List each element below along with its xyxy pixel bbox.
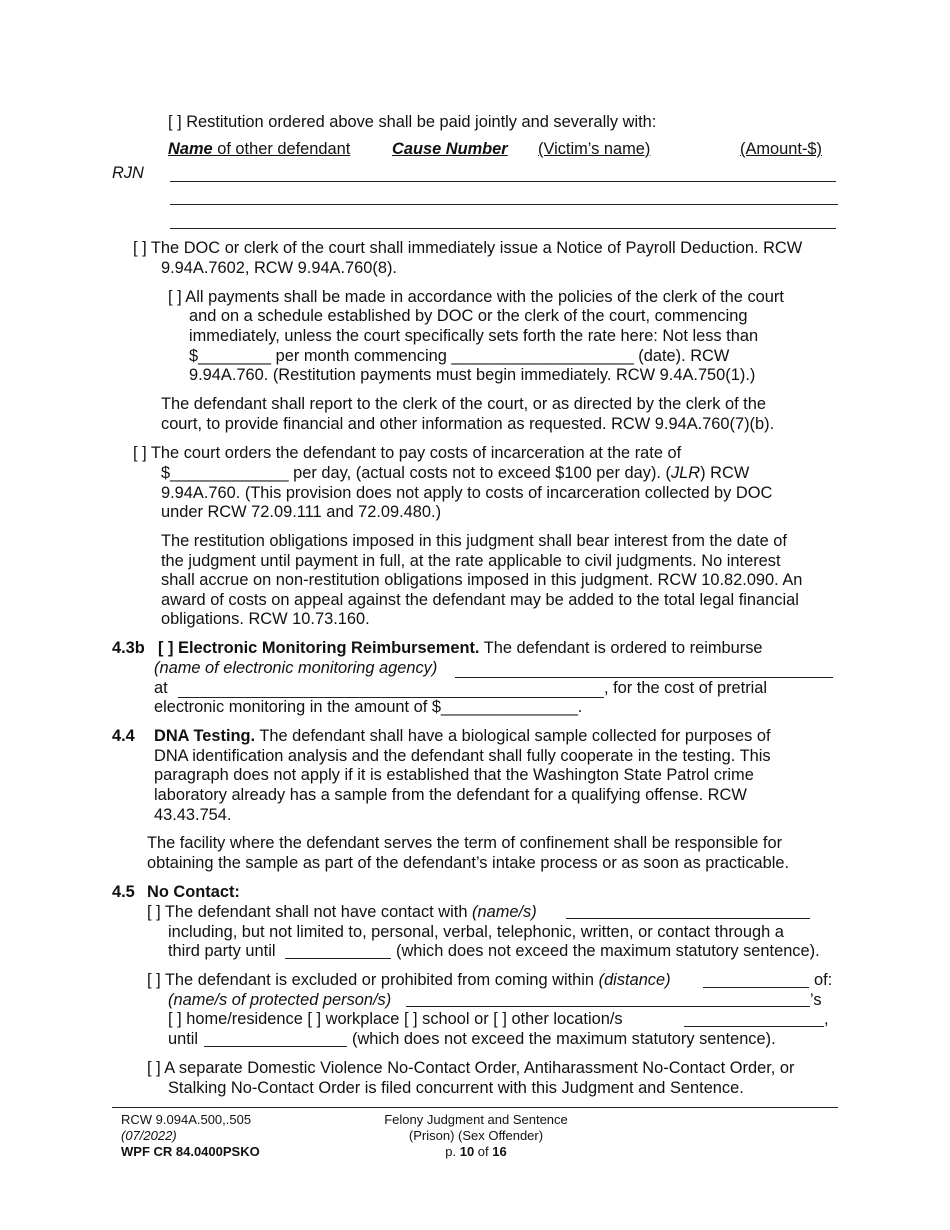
no-contact-a-line-1: [ ] The defendant shall not have contact with (name/s) — [147, 903, 537, 921]
payroll-line-2: 9.94A.7602, RCW 9.94A.760(8). — [161, 259, 397, 277]
restitution-row-line-1[interactable] — [170, 181, 836, 182]
col-amount-header: (Amount-$) — [740, 140, 822, 158]
payroll-line-1: [ ] The DOC or clerk of the court shall immediately issue a Notice of Payroll Deduction. RCW — [133, 239, 803, 257]
section-4-4-para2-line-1: The facility where the defendant serves the term of confinement shall be responsible for — [147, 834, 783, 852]
no-contact-b-of: of: — [814, 971, 833, 989]
no-contact-b-line-4a: until — [168, 1030, 199, 1048]
restitution-row-line-2[interactable] — [170, 204, 838, 205]
payments-line-2: and on a schedule established by DOC or the clerk of the court, commencing — [189, 307, 748, 325]
section-4-5-number: 4.5 — [112, 883, 135, 901]
col-name-header: Name of other defendant — [168, 140, 351, 158]
no-contact-a-line-2: including, but not limited to, personal, verbal, telephonic, written, or contact through a — [168, 923, 784, 941]
section-4-3b-line-4: electronic monitoring in the amount of $_______________. — [154, 698, 583, 716]
section-4-4-line-5: 43.43.754. — [154, 806, 232, 824]
section-4-3b-number: 4.3b — [112, 639, 145, 657]
section-4-4-para2-line-2: obtaining the sample as part of the defendant’s intake process or as soon as practicable. — [147, 854, 790, 872]
other-location-field[interactable] — [684, 1026, 824, 1027]
section-4-5-title: No Contact: — [147, 883, 240, 901]
no-contact-b-line-4b: (which does not exceed the maximum statutory sentence). — [352, 1030, 776, 1048]
footer-page-number: p. 10 of 16 — [445, 1144, 507, 1159]
footer-divider — [112, 1107, 838, 1108]
col-victim-header: (Victim’s name) — [538, 140, 651, 158]
section-4-4-line-1: DNA Testing. The defendant shall have a biological sample collected for purposes of — [154, 727, 771, 745]
footer-form-id: WPF CR 84.0400PSKO — [121, 1144, 260, 1159]
col-cause-header: Cause Number — [392, 140, 508, 158]
footer-title-1: Felony Judgment and Sentence — [384, 1112, 568, 1127]
interest-line-1: The restitution obligations imposed in this judgment shall bear interest from the date of — [161, 532, 787, 550]
report-line-2: court, to provide financial and other information as requested. RCW 9.94A.760(7)(b). — [161, 415, 775, 433]
interest-line-2: the judgment until payment in full, at the rate applicable to civil judgments. No interest — [161, 552, 781, 570]
section-4-3b-line-2: (name of electronic monitoring agency) — [154, 659, 438, 677]
footer-title-2: (Prison) (Sex Offender) — [408, 1128, 544, 1143]
incarceration-line-1: [ ] The court orders the defendant to pay costs of incarceration at the rate of — [133, 444, 682, 462]
payments-line-3: immediately, unless the court specifically sets forth the rate here: Not less than — [189, 327, 759, 345]
section-4-3b-line-1: [ ] Electronic Monitoring Reimbursement. The defendant is ordered to reimburse — [158, 639, 763, 657]
section-4-4-line-3: paragraph does not apply if it is established that the Washington State Patrol crime — [154, 766, 754, 784]
rjn-label: RJN — [112, 164, 144, 182]
restitution-row-line-3[interactable] — [170, 228, 836, 229]
no-contact-b-comma: , — [824, 1010, 829, 1028]
payments-line-5: 9.94A.760. (Restitution payments must begin immediately. RCW 9.4A.750(1).) — [189, 366, 756, 384]
no-contact-c-line-1: [ ] A separate Domestic Violence No-Contact Order, Antiharassment No-Contact Order, or — [147, 1059, 795, 1077]
section-4-4-line-2: DNA identification analysis and the defendant shall fully cooperate in the testing. This — [154, 747, 771, 765]
incarceration-line-4: under RCW 72.09.111 and 72.09.480.) — [161, 503, 442, 521]
no-contact-names-field[interactable] — [566, 918, 810, 919]
section-4-4-line-4: laboratory already has a sample from the defendant for a qualifying offense. RCW — [154, 786, 747, 804]
payments-line-1: [ ] All payments shall be made in accordance with the policies of the clerk of the court — [168, 288, 784, 306]
incarceration-line-2: $_____________ per day, (actual costs not to exceed $100 per day). (JLR) RCW — [161, 464, 750, 482]
interest-line-3: shall accrue on non-restitution obligations imposed in this judgment. RCW 10.82.090. An — [161, 571, 803, 589]
no-contact-b-line-3: [ ] home/residence [ ] workplace [ ] school or [ ] other location/s — [168, 1010, 623, 1028]
incarceration-line-3: 9.94A.760. (This provision does not apply to costs of incarceration collected by DOC — [161, 484, 773, 502]
footer-date: (07/2022) — [121, 1128, 177, 1143]
report-line-1: The defendant shall report to the clerk of the court, or as directed by the clerk of the — [161, 395, 766, 413]
no-contact-until-field[interactable] — [285, 958, 391, 959]
protected-persons-field[interactable] — [406, 1006, 810, 1007]
no-contact-a-line-3b: (which does not exceed the maximum statutory sentence). — [396, 942, 820, 960]
no-contact-b-line-1: [ ] The defendant is excluded or prohibited from coming within (distance) — [147, 971, 671, 989]
no-contact-b-possessive: ’s — [810, 991, 822, 1009]
no-contact-b-line-2: (name/s of protected person/s) — [168, 991, 392, 1009]
section-4-3b-line-3-end: , for the cost of pretrial — [604, 679, 768, 697]
footer-rcw: RCW 9.094A.500,.505 — [121, 1112, 252, 1127]
restitution-joint-line: [ ] Restitution ordered above shall be paid jointly and severally with: — [168, 113, 657, 131]
no-contact-b-until-field[interactable] — [204, 1046, 347, 1047]
distance-field[interactable] — [703, 987, 809, 988]
section-4-3b-at: at — [154, 679, 168, 697]
no-contact-c-line-2: Stalking No-Contact Order is filed concurrent with this Judgment and Sentence. — [168, 1079, 744, 1097]
payments-line-4: $________ per month commencing ____________________ (date). RCW — [189, 347, 730, 365]
section-4-4-number: 4.4 — [112, 727, 135, 745]
interest-line-5: obligations. RCW 10.73.160. — [161, 610, 370, 628]
no-contact-a-line-3a: third party until — [168, 942, 276, 960]
interest-line-4: award of costs on appeal against the defendant may be added to the total legal financial — [161, 591, 799, 609]
